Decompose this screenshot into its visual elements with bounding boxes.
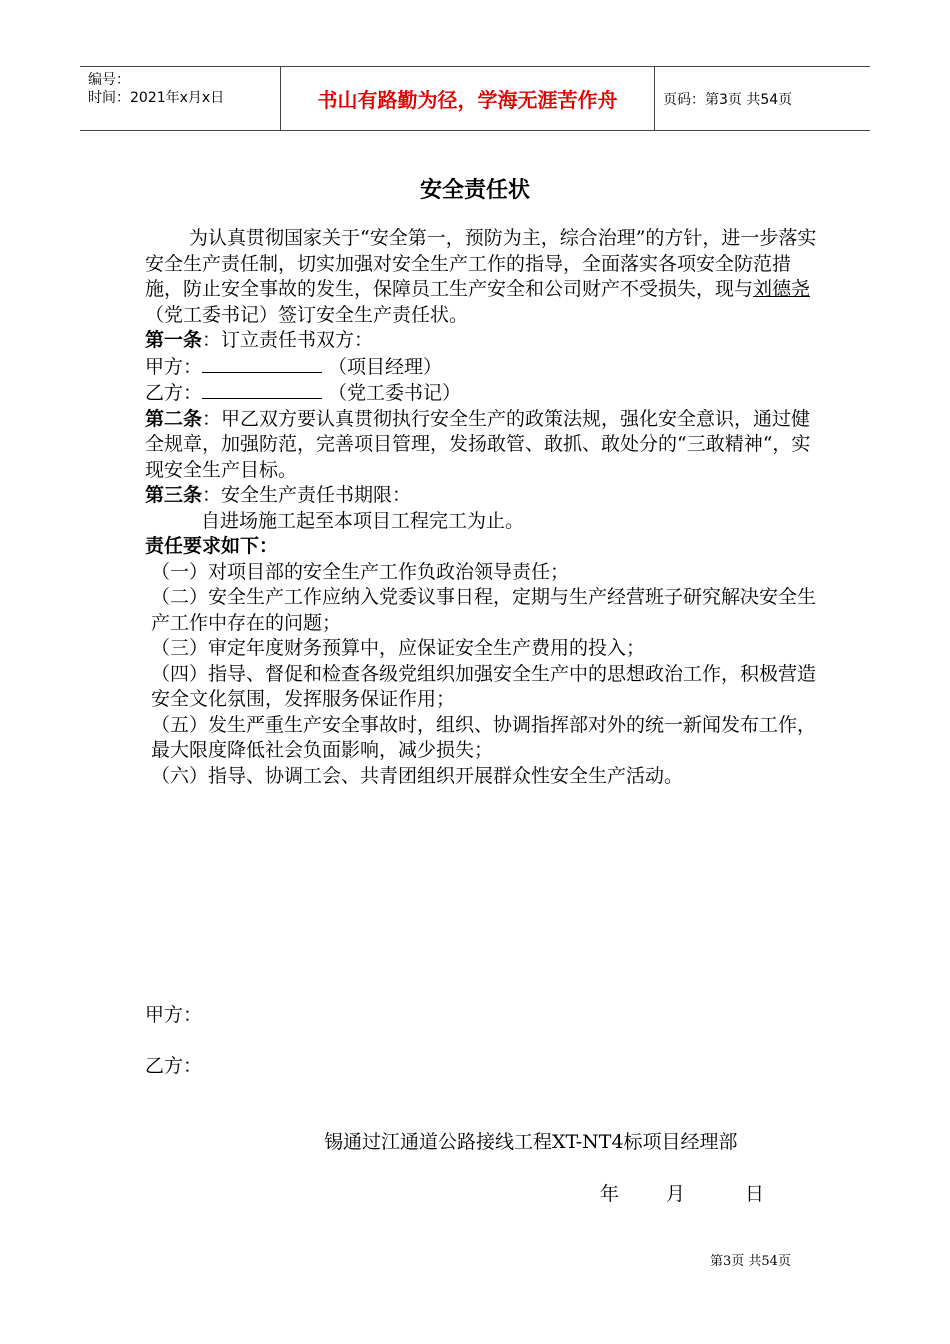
- party-b-role: （党工委书记）: [328, 382, 462, 404]
- party-a-role: （项目经理）: [328, 355, 443, 378]
- requirement-item: （四）指导、督促和检查各级党组织加强安全生产中的思想政治工作，积极营造安全文化氛围，发挥服务保证作用；: [151, 662, 817, 710]
- header-left-cell: [80, 67, 281, 130]
- party-b-label: 乙方：: [145, 382, 203, 404]
- number-label: 编号：: [88, 72, 130, 88]
- document-body: [145, 226, 825, 789]
- header-motto: 书山有路勤为径，学海无涯苦作舟: [281, 67, 655, 130]
- document-title: 安全责任状: [419, 178, 530, 203]
- page-header: [80, 66, 870, 131]
- requirement-item: （三）审定年度财务预算中，应保证安全生产费用的投入；: [151, 637, 646, 659]
- party-b-blank: [202, 380, 322, 399]
- requirement-item: （六）指导、协调工会、共青团组织开展群众性安全生产活动。: [151, 764, 684, 787]
- article-3-text: ：安全生产责任书期限：: [202, 484, 412, 506]
- header-page-code: 页码：第3页 共54页: [663, 91, 793, 108]
- signature-party-b: 乙方：: [145, 1055, 203, 1077]
- signature-party-a: 甲方：: [145, 1004, 203, 1026]
- page-footer: 第3页 共54页: [710, 1254, 791, 1269]
- time-label: 时间：2021年x月x日: [88, 90, 225, 106]
- requirements-heading-text: 责任要求如下：: [145, 535, 279, 557]
- date-day: 日: [745, 1183, 765, 1205]
- article-3-label: 第三条: [145, 484, 203, 506]
- organization-name: 锡通过江通道公路接线工程XT-NT4标项目经理部: [324, 1131, 738, 1153]
- intro-text-after: （党工委书记）签订安全生产责任状。: [145, 303, 469, 326]
- article-2: [145, 407, 825, 484]
- party-a-label: 甲方：: [145, 355, 203, 378]
- article-2-label: 第二条: [145, 407, 203, 430]
- date-year: 年: [600, 1183, 620, 1205]
- article-3: [145, 483, 825, 509]
- period-text: 自进场施工起至本项目工程完工为止。: [201, 509, 525, 532]
- party-a-line: [145, 354, 825, 381]
- party-a-blank: [202, 354, 322, 373]
- article-2-text: ：甲乙双方要认真贯彻执行安全生产的政策法规，强化安全意识，通过健全规章，加强防范，完善项目管理，发扬敢管、敢抓、敢处分的“三敢精神“，实现安全生产目标。: [145, 407, 811, 481]
- intro-text: 为认真贯彻国家关于“安全第一，预防为主，综合治理”的方针，进一步落实安全生产责任制，切实加强对安全生产工作的指导，全面落实各项安全防范措施，防止安全事故的发生，保障员工生产安全和公司财产不受损失，现与: [145, 227, 817, 300]
- intro-paragraph: [145, 226, 825, 328]
- article-1: [145, 328, 825, 354]
- date-month: 月: [666, 1183, 686, 1205]
- signer-name: 刘德尧: [753, 278, 811, 300]
- requirement-item: （一）对项目部的安全生产工作负政治领导责任；: [151, 560, 570, 583]
- requirement-item: （二）安全生产工作应纳入党委议事日程，定期与生产经营班子研究解决安全生产工作中存在的问题；: [151, 586, 817, 634]
- requirement-item: （五）发生严重生产安全事故时，组织、协调指挥部对外的统一新闻发布工作，最大限度降低社会负面影响，减少损失；: [151, 713, 817, 761]
- requirements-heading: [145, 534, 825, 560]
- party-b-line: [145, 380, 825, 407]
- article-1-text: ：订立责任书双方：: [202, 329, 374, 351]
- article-1-label: 第一条: [145, 329, 203, 351]
